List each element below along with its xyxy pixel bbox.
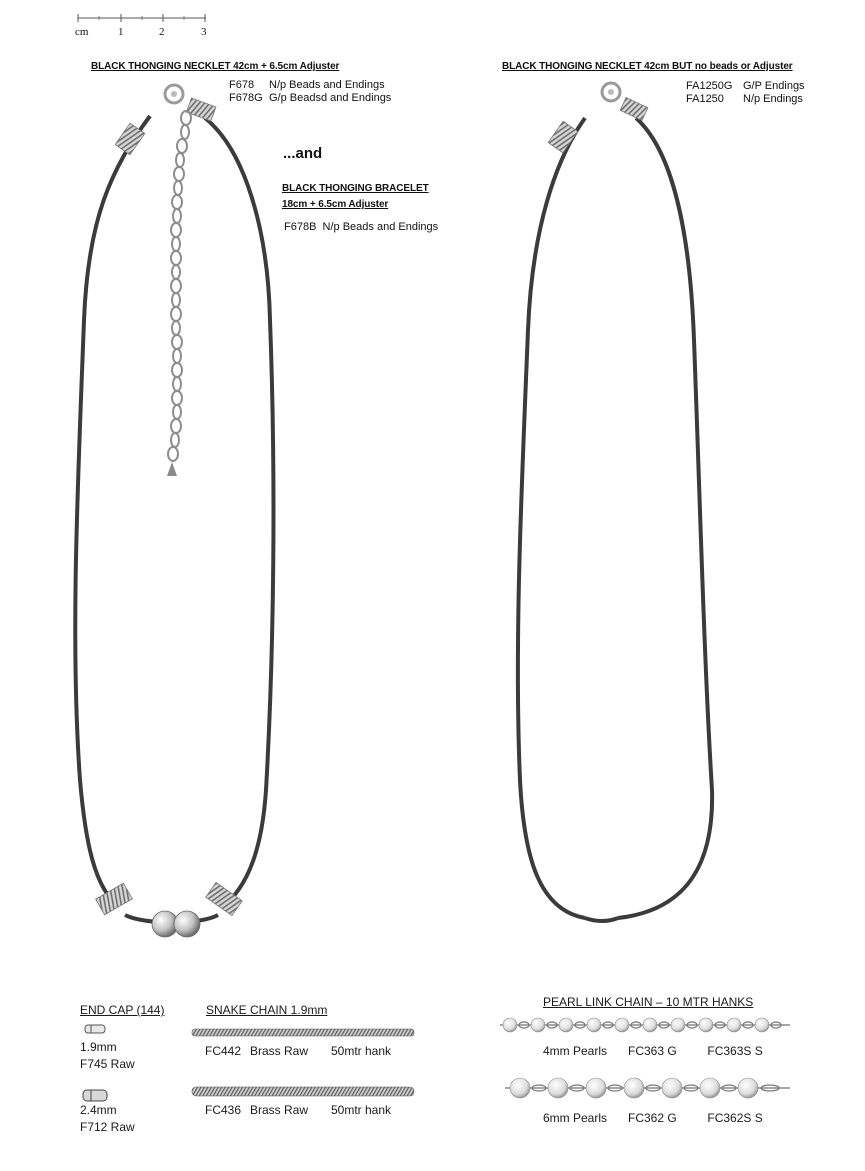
chain-material: Brass Raw xyxy=(250,1044,309,1058)
right-necklace xyxy=(518,83,712,921)
end-cap-title: END CAP (144) xyxy=(80,1003,165,1017)
product-desc: N/p Beads and Endings xyxy=(269,79,385,91)
right-product-codes xyxy=(686,80,805,105)
snake-chain-fc436-image xyxy=(192,1087,414,1096)
ruler-mark-3: 3 xyxy=(201,26,207,38)
and-text: ...and xyxy=(283,145,323,162)
chain-length: 50mtr hank xyxy=(331,1103,392,1117)
pearl-chain-row xyxy=(543,1111,763,1125)
silver-suffix: S xyxy=(754,1044,763,1058)
end-cap-code: F745 Raw xyxy=(80,1057,135,1071)
product-code: F678B xyxy=(284,221,317,233)
ruler-mark-2: 2 xyxy=(159,26,165,38)
bracelet-subtitle: 18cm + 6.5cm Adjuster xyxy=(282,199,389,210)
chain-length: 50mtr hank xyxy=(331,1044,392,1058)
bracelet-title: BLACK THONGING BRACELET xyxy=(282,183,429,194)
chain-code: FC442 xyxy=(205,1044,242,1058)
chain-material: Brass Raw xyxy=(250,1103,309,1117)
gold-suffix: G xyxy=(667,1111,677,1125)
pearl-chain-6mm-image xyxy=(505,1078,790,1098)
product-code: F678G xyxy=(229,92,263,104)
gold-code: FC362 xyxy=(628,1111,665,1125)
gold-suffix: G xyxy=(667,1044,677,1058)
product-desc: G/P Endings xyxy=(743,80,805,92)
end-cap-large-image xyxy=(83,1090,107,1101)
pearl-chain-title: PEARL LINK CHAIN – 10 MTR HANKS xyxy=(543,995,754,1009)
pearl-chain-row xyxy=(543,1044,763,1058)
end-cap-code: F712 Raw xyxy=(80,1120,135,1134)
silver-suffix: S xyxy=(754,1111,763,1125)
right-product-title: BLACK THONGING NECKLET 42cm BUT no beads or Adjuster xyxy=(502,61,793,72)
product-code: FA1250G xyxy=(686,80,733,92)
end-cap-size: 1.9mm xyxy=(80,1040,117,1054)
product-desc: N/p Beads and Endings xyxy=(322,221,439,233)
snake-chain-fc442-image xyxy=(192,1029,414,1036)
product-desc: N/p Endings xyxy=(743,93,803,105)
gold-code: FC363 xyxy=(628,1044,665,1058)
ruler-mark-1: 1 xyxy=(118,26,124,38)
product-code: F678 xyxy=(229,79,255,91)
pearl-chain-4mm-image xyxy=(500,1018,790,1032)
left-product-codes xyxy=(229,79,391,104)
pearl-size: 6mm Pearls xyxy=(543,1111,608,1125)
chain-code: FC436 xyxy=(205,1103,242,1117)
left-product-title: BLACK THONGING NECKLET 42cm + 6.5cm Adjuster xyxy=(91,61,340,72)
ruler-unit-label: cm xyxy=(75,26,89,38)
snake-chain-row xyxy=(205,1103,391,1117)
end-cap-small-image xyxy=(85,1025,105,1033)
pearl-size: 4mm Pearls xyxy=(543,1044,608,1058)
snake-chain-row xyxy=(205,1044,391,1058)
product-code: FA1250 xyxy=(686,93,724,105)
silver-code: FC363S xyxy=(707,1044,752,1058)
bracelet-code-line xyxy=(284,221,438,233)
product-desc: G/p Beadsd and Endings xyxy=(269,92,392,104)
left-necklace xyxy=(75,85,273,937)
snake-chain-title: SNAKE CHAIN 1.9mm xyxy=(206,1003,328,1017)
silver-code: FC362S xyxy=(707,1111,752,1125)
ruler xyxy=(78,14,206,22)
end-cap-size: 2.4mm xyxy=(80,1103,117,1117)
